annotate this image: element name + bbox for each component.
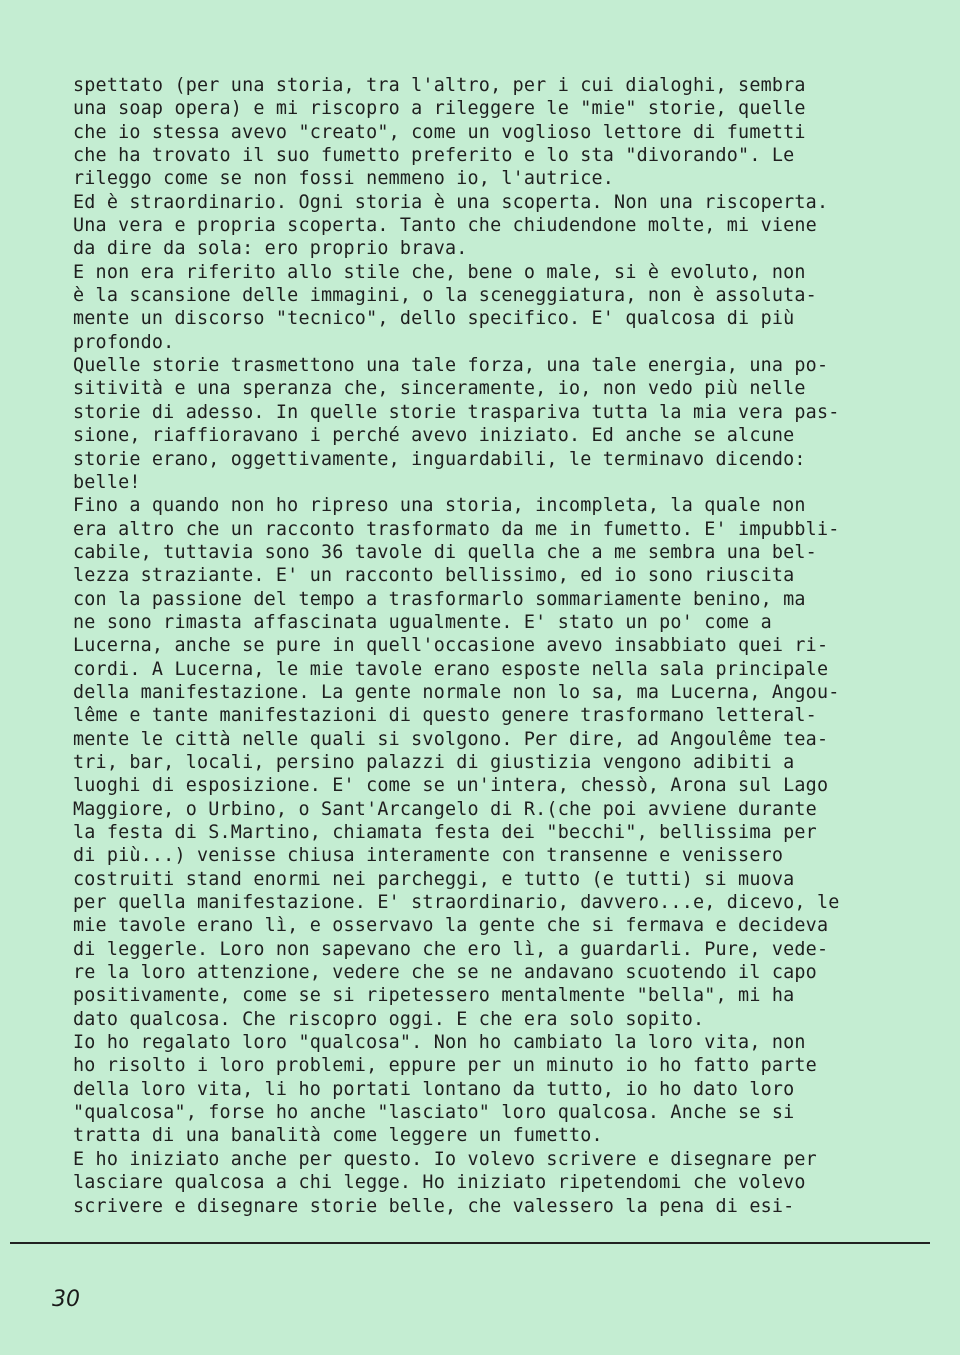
text-line: di più...) venisse chiusa interamente con transenne e venissero xyxy=(73,845,784,867)
text-line: storie erano, oggettivamente, inguardabili, le terminavo dicendo: xyxy=(73,448,806,470)
text-line: spettato (per una storia, tra l'altro, per i cui dialoghi, sembra xyxy=(73,75,806,96)
text-line: E ho iniziato anche per questo. Io volevo scrivere e disegnare per xyxy=(73,1148,817,1170)
text-line: mie tavole erano lì, e osservavo la gente che si fermava e decideva xyxy=(73,915,829,937)
text-line: la festa di S.Martino, chiamata festa dei "becchi", bellissima per xyxy=(73,822,817,843)
text-line: dato qualcosa. Che riscopro oggi. E che era solo sopito. xyxy=(73,1008,705,1030)
text-line: mente le città nelle quali si svolgono. Per dire, ad Angoulême tea- xyxy=(73,728,829,750)
text-line: Io ho regalato loro "qualcosa". Non ho cambiato la loro vita, non xyxy=(73,1032,806,1054)
text-line: storie di adesso. In quelle storie traspariva tutta la mia vera pas- xyxy=(73,401,840,423)
text-line: Lucerna, anche se pure in quell'occasione avevo insabbiato quei ri- xyxy=(73,635,829,657)
text-line: luoghi di esposizione. E' come se un'intera, chessò, Arona sul Lago xyxy=(73,775,829,797)
footer-rule xyxy=(10,1242,930,1244)
text-line: Ed è straordinario. Ogni storia è una scoperta. Non una riscoperta. xyxy=(73,191,829,213)
text-line: positivamente, come se si ripetessero mentalmente "bella", mi ha xyxy=(73,985,795,1007)
text-line: per quella manifestazione. E' straordinario, davvero...e, dicevo, le xyxy=(73,892,840,914)
text-line: Una vera e propria scoperta. Tanto che chiudendone molte, mi viene xyxy=(73,215,817,237)
text-line: della manifestazione. La gente normale non lo sa, ma Lucerna, Angou- xyxy=(73,681,840,703)
text-line: tri, bar, locali, persino palazzi di giustizia vengono adibiti a xyxy=(73,751,795,773)
text-line: lême e tante manifestazioni di questo genere trasformano letteral- xyxy=(73,705,817,727)
text-line: ne sono rimasta affascinata ugualmente. E' stato un po' come a xyxy=(73,611,772,633)
text-line: cordi. A Lucerna, le mie tavole erano esposte nella sala principale xyxy=(73,658,829,680)
text-line: tratta di una banalità come leggere un fumetto. xyxy=(73,1125,603,1147)
text-line: lasciare qualcosa a chi legge. Ho iniziato ripetendomi che volevo xyxy=(73,1172,806,1194)
text-line: era altro che un racconto trasformato da me in fumetto. E' impubbli- xyxy=(73,518,840,540)
text-line: re la loro attenzione, vedere che se ne andavano scuotendo il capo xyxy=(73,962,817,984)
text-line: costruiti stand enormi nei parcheggi, e tutto (e tutti) si muova xyxy=(73,868,795,890)
text-line: della loro vita, li ho portati lontano da tutto, io ho dato loro xyxy=(73,1078,795,1100)
text-line: è la scansione delle immagini, o la sceneggiatura, non è assoluta- xyxy=(73,285,817,307)
text-line: mente un discorso "tecnico", dello specifico. E' qualcosa di più xyxy=(73,308,795,330)
text-line: ho risolto i loro problemi, eppure per un minuto io ho fatto parte xyxy=(73,1055,817,1077)
text-line: lezza straziante. E' un racconto bellissimo, ed io sono riuscita xyxy=(73,565,795,587)
text-line: con la passione del tempo a trasformarlo sommariamente benino, ma xyxy=(73,588,806,610)
text-line: di leggerle. Loro non sapevano che ero lì, a guardarli. Pure, vede- xyxy=(73,938,829,960)
text-line: che io stessa avevo "creato", come un voglioso lettore di fumetti xyxy=(73,121,806,143)
text-line: che ha trovato il suo fumetto preferito e lo sta "divorando". Le xyxy=(73,145,795,167)
text-line: Quelle storie trasmettono una tale forza, una tale energia, una po- xyxy=(73,355,829,377)
text-line: profondo. xyxy=(73,331,175,353)
text-line: cabile, tuttavia sono 36 tavole di quella che a me sembra una bel- xyxy=(73,541,817,563)
text-line: sione, riaffioravano i perché avevo iniziato. Ed anche se alcune xyxy=(73,425,795,447)
text-line: scrivere e disegnare storie belle, che valessero la pena di esi- xyxy=(73,1195,795,1217)
text-line: da dire da sola: ero proprio brava. xyxy=(73,238,468,260)
text-line: una soap opera) e mi riscopro a rileggere le "mie" storie, quelle xyxy=(73,98,806,120)
text-line: "qualcosa", forse ho anche "lasciato" loro qualcosa. Anche se si xyxy=(73,1102,795,1124)
text-line: rileggo come se non fossi nemmeno io, l'autrice. xyxy=(73,168,615,190)
page-number: 30 xyxy=(52,1287,80,1312)
text-line: Maggiore, o Urbino, o Sant'Arcangelo di R.(che poi avviene durante xyxy=(73,798,817,820)
text-line: E non era riferito allo stile che, bene o male, si è evoluto, non xyxy=(73,261,806,283)
text-line: sitività e una speranza che, sinceramente, io, non vedo più nelle xyxy=(73,378,806,400)
text-line: belle! xyxy=(73,471,141,493)
body-text xyxy=(73,74,903,1218)
text-line: Fino a quando non ho ripreso una storia, incompleta, la quale non xyxy=(73,495,806,517)
